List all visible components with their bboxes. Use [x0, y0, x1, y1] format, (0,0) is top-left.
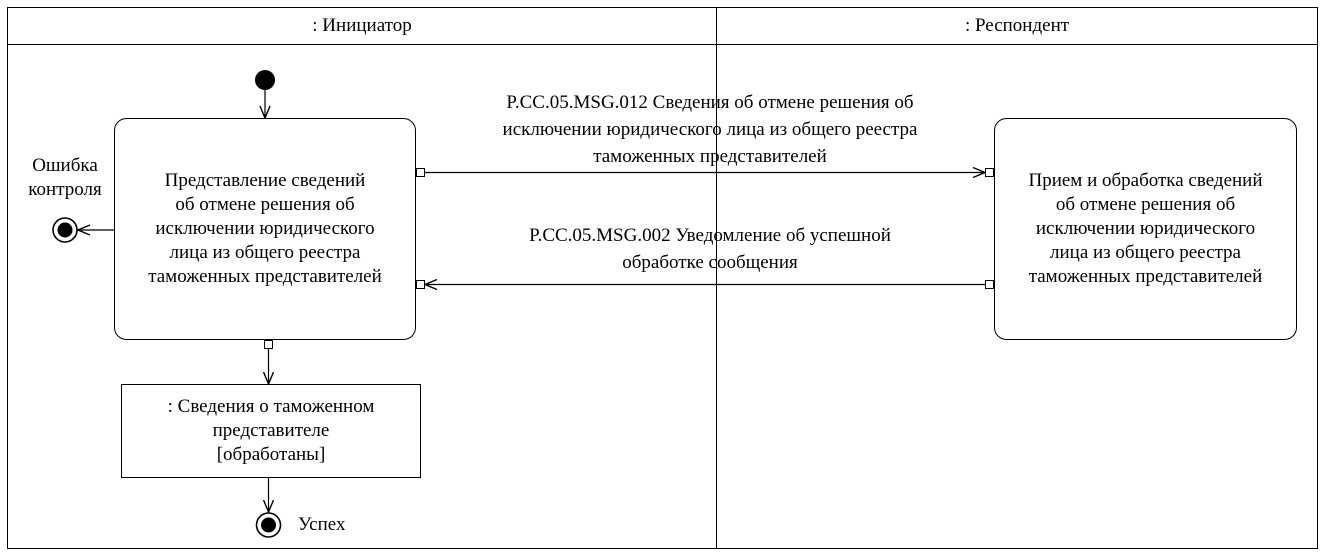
output-pin: [265, 341, 273, 349]
initial-node: [255, 70, 275, 90]
request-message-label: [430, 89, 990, 170]
response-message-line: обработке сообщения: [622, 252, 798, 273]
response-in-pin: [417, 281, 425, 289]
initiator-action-line: об отмене решения об: [175, 194, 355, 215]
initiator-action-line: таможенных представителей: [148, 266, 382, 287]
respondent-action-line: Прием и обработка сведений: [1028, 170, 1263, 191]
success-final-label: Успех: [298, 514, 346, 535]
respondent-action-line: исключении юридического: [1035, 218, 1256, 239]
initiator-action-line: исключении юридического: [155, 218, 375, 239]
respondent-action-line: таможенных представителей: [1028, 266, 1263, 287]
response-message-label: [430, 222, 990, 276]
lane-header-initiator: : Инициатор: [312, 15, 412, 36]
response-out-pin: [986, 281, 994, 289]
lane-header-respondent: : Респондент: [964, 15, 1070, 36]
request-message-line: таможенных представителей: [593, 146, 827, 167]
initiator-action-line: лица из общего реестра: [169, 242, 361, 263]
object-node-line: [обработаны]: [216, 444, 326, 465]
error-final-label: [15, 154, 115, 202]
initiator-action-label: [115, 119, 415, 339]
respondent-action-label: [995, 119, 1296, 339]
request-message-line: исключении юридического лица из общего реестра: [502, 119, 918, 140]
object-node-label: [122, 385, 420, 477]
error-final-label-line: Ошибка: [32, 155, 98, 176]
object-node-line: представителе: [212, 420, 330, 441]
respondent-action-line: об отмене решения об: [1055, 194, 1236, 215]
respondent-action-line: лица из общего реестра: [1050, 242, 1241, 263]
success-final-node-inner: [261, 518, 276, 533]
object-node-line: : Сведения о таможенном: [167, 396, 375, 417]
request-out-pin: [417, 169, 425, 177]
response-message-line: P.CC.05.MSG.002 Уведомление об успешной: [529, 225, 891, 246]
error-final-label-line: контроля: [28, 179, 102, 200]
initiator-action-line: Представление сведений: [164, 170, 366, 191]
request-message-line: P.CC.05.MSG.012 Сведения об отмене решения об: [506, 92, 914, 113]
error-final-node-inner: [58, 223, 73, 238]
